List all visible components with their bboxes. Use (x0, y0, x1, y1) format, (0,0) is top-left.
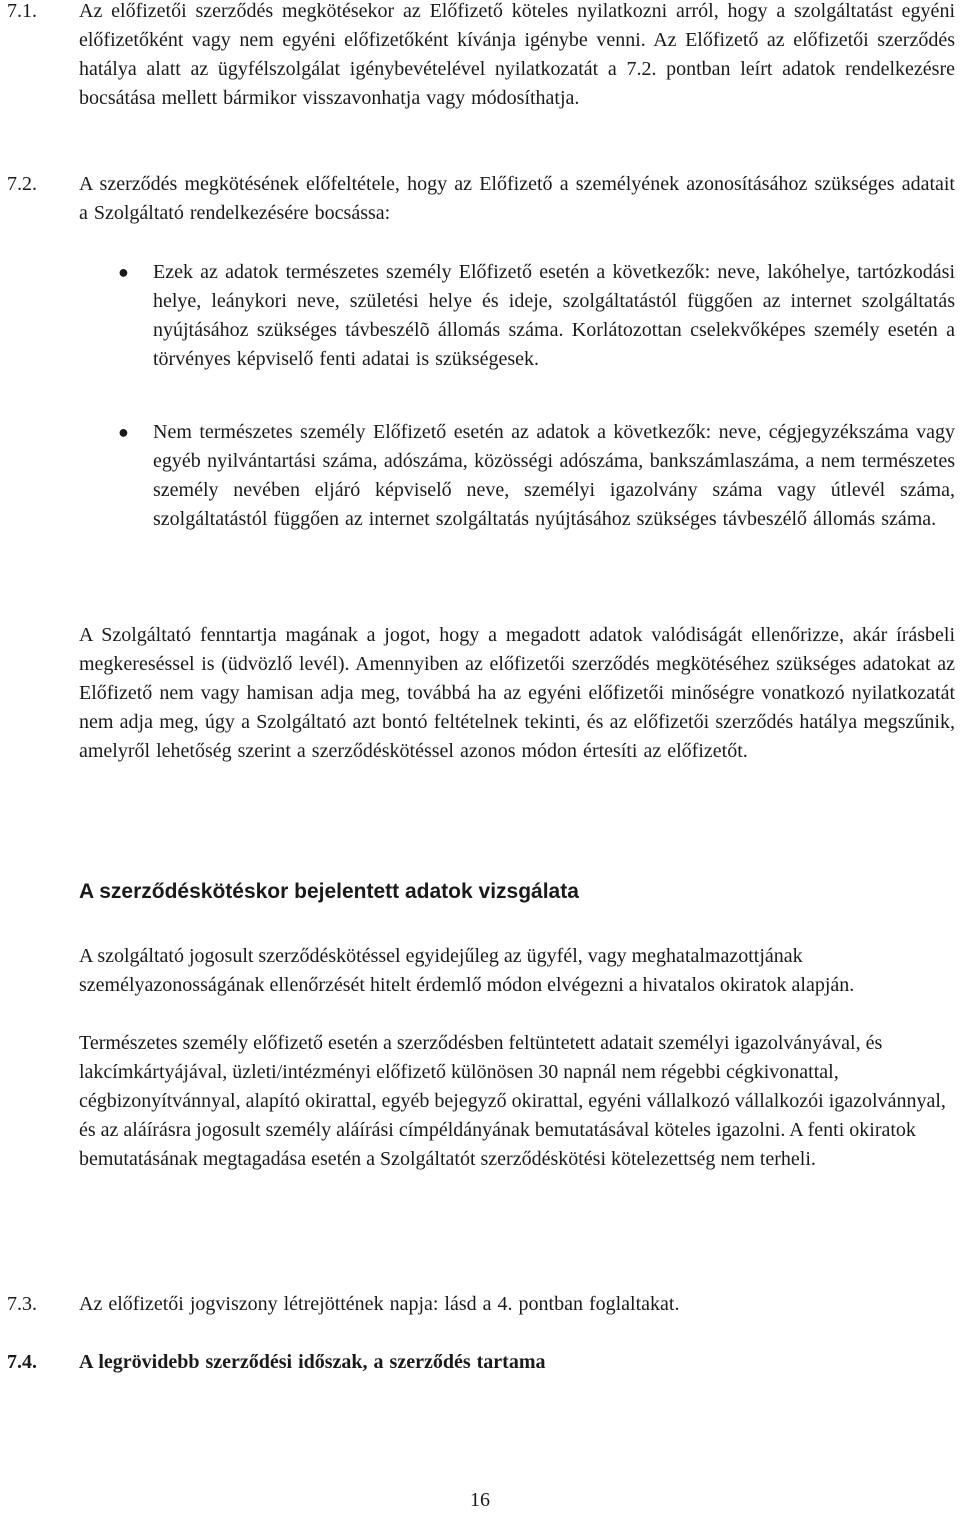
page-number: 16 (470, 1489, 490, 1511)
section-text: A szerződés megkötésének előfeltétele, hogy az Előfizető a személyének azonosításához szükséges adatait a Szolgáltató rendelkezésére bocsássa: (79, 173, 955, 224)
paragraph: Természetes személy előfizető esetén a szerződésben feltüntetett adatait személyi igazolványával, és lakcímkártyájával, üzleti/intézményi előfizető különösen 30 napnál nem régebbi cégkivonattal, cégbizonyítvánnyal, alapító okirattal, egyéb bejegyző okirattal, egyéni vállalkozó vállalkozói igazolvánnyal, és az aláírásra jogosult személy aláírási címpéldányának bemutatásával köteles igazolni. A fenti okiratok bemutatásának megtagadása esetén a Szolgáltatót szerződéskötési kötelezettség nem terheli. (79, 1032, 946, 1170)
section-number: 7.2. (7, 173, 37, 195)
section-number: 7.3. (7, 1293, 37, 1315)
section-text: Az előfizetői szerződés megkötésekor az Előfizető köteles nyilatkozni arról, hogy a szolgáltatást egyéni előfizetőként vagy nem egyéni előfizetőként kívánja igénybe venni. Az Előfizető az előfizetői szerződés hatálya alatt az ügyfélszolgálat igénybevételével nyilatkozatát a 7.2. pontban leírt adatok rendelkezésre bocsátása mellett bármikor visszavonhatja vagy módosíthatja. (79, 0, 955, 109)
closing-paragraph: A Szolgáltató fenntartja magának a jogot, hogy a megadott adatok valódiságát ellenőrizze, akár írásbeli megkereséssel is (üdvözlő levél). Amennyiben az előfizetői szerződés megkötéséhez szükséges adatokat az Előfizető nem vagy hamisan adja meg, továbbá ha az egyéni előfizetői minőségre vonatkozó nyilatkozatát nem adja meg, úgy a Szolgáltató azt bontó feltételnek tekinti, és az előfizetői szerződés hatálya megszűnik, amelyről lehetőség szerint a szerződéskötéssel azonos módon értesíti az előfizetőt. (79, 624, 955, 762)
list-item: Nem természetes személy Előfizető esetén az adatok a következők: neve, cégjegyzékszáma vagy egyéb nyilvántartási száma, adószáma, közösségi adószáma, bankszámlaszáma, a nem természetes személy nevében eljáró képviselő neve, személyi igazolvány száma vagy útlevél száma, szolgáltatástól függően az internet szolgáltatás nyújtásához szükséges távbeszélő állomás száma. (153, 421, 955, 530)
bullet-dot-icon: ● (118, 422, 129, 442)
section-number: 7.1. (7, 0, 37, 22)
section-text: Az előfizetői jogviszony létrejöttének napja: lásd a 4. pontban foglaltakat. (79, 1293, 680, 1315)
list-item: Ezek az adatok természetes személy Előfizető esetén a következők: neve, lakóhelye, tartózkodási helye, leánykori neve, születési helye és ideje, szolgáltatástól függően az internet szolgáltatás nyújtásához szükséges távbeszélõ állomás száma. Korlátozottan cselekvőképes személy esetén a törvényes képviselő fenti adatai is szükségesek. (153, 261, 955, 370)
section-number: 7.4. (7, 1351, 37, 1373)
paragraph: A szolgáltató jogosult szerződéskötéssel egyidejűleg az ügyfél, vagy meghatalmazottjának személyazonosságának ellenőrzését hitelt érdemlő módon elvégezni a hivatalos okiratok alapján. (79, 945, 855, 996)
bullet-dot-icon: ● (118, 262, 129, 282)
section-text: A legrövidebb szerződési időszak, a szerződés tartama (79, 1351, 546, 1373)
section-heading: A szerződéskötéskor bejelentett adatok vizsgálata (79, 880, 579, 903)
